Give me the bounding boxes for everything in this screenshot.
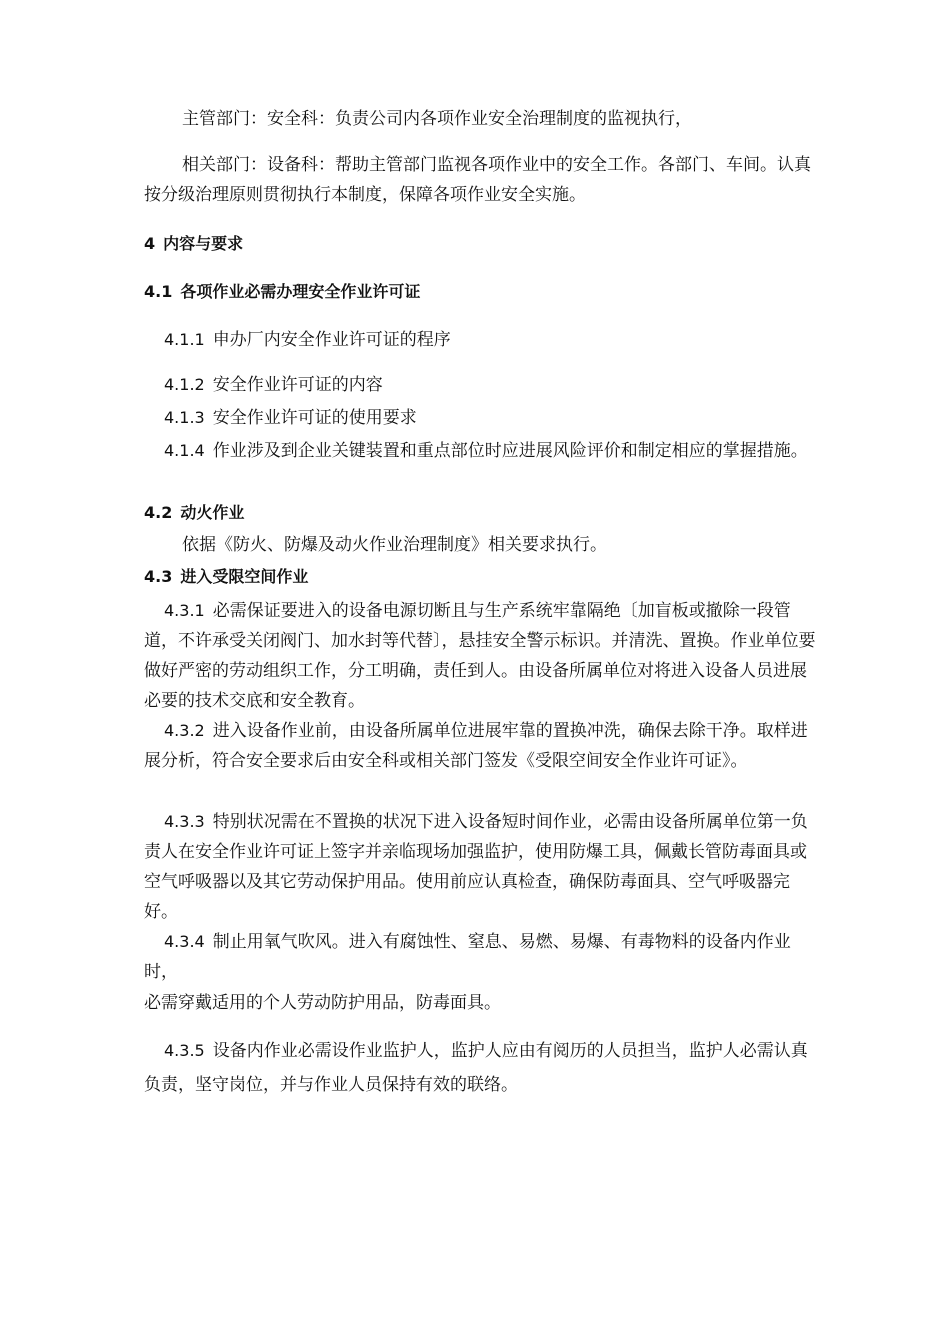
item-text: 设备内作业必需设作业监护人，监护人应由有阅历的人员担当，监护人必需认真负责，坚守岗位，并与作业人员保持有效的联络。 (144, 1041, 808, 1095)
heading-title: 动火作业 (180, 503, 245, 522)
item-text: 安全作业许可证的使用要求 (212, 408, 417, 428)
item-4-3-2 (144, 716, 816, 776)
item-4-1-3 (144, 403, 816, 433)
item-text: 必需保证要进入的设备电源切断且与生产系统牢靠隔绝〔加盲板或撤除一段管道，不许承受关闭阀门、加水封等代替〕，悬挂安全警示标识。并清洗、置换。作业单位要做好严密的劳动组织工作，分工明确，责任到人。由设备所属单位对将进入设备人员进展必要的技术交底和安全教育。 (144, 601, 816, 711)
item-text: 作业涉及到企业关键装置和重点部位时应进展风险评价和制定相应的掌握措施。 (212, 441, 808, 461)
heading-section-4-2 (144, 498, 816, 528)
heading-section-4-3 (144, 562, 816, 592)
heading-number: 4.2 (144, 503, 173, 522)
heading-title: 内容与要求 (163, 234, 244, 253)
item-number: 4.3.4 (164, 932, 205, 951)
item-text: 申办厂内安全作业许可证的程序 (212, 330, 451, 350)
item-4-3-4-continued: 必需穿戴适用的个人劳动防护用品，防毒面具。 (144, 993, 501, 1013)
item-number: 4.3.1 (164, 601, 205, 620)
item-text: 进入设备作业前，由设备所属单位进展牢靠的置换冲洗，确保去除干净。取样进展分析，符合安全要求后由安全科或相关部门签发《受限空间安全作业许可证》。 (144, 721, 808, 771)
item-number: 4.1.4 (164, 441, 205, 460)
item-text: 特别状况需在不置换的状况下进入设备短时间作业，必需由设备所属单位第一负责人在安全作业许可证上签字并亲临现场加强监护，使用防爆工具，佩戴长管防毒面具或空气呼吸器以及其它劳动保护用品。使用前应认真检查，确保防毒面具、空气呼吸器完好。 (144, 812, 808, 922)
paragraph-hot-work: 依据《防火、防爆及动火作业治理制度》相关要求执行。 (182, 535, 607, 555)
item-number: 4.3.3 (164, 812, 205, 831)
item-text: 安全作业许可证的内容 (212, 375, 383, 395)
item-number: 4.1.3 (164, 408, 205, 427)
paragraph-responsible-dept: 主管部门：安全科：负责公司内各项作业安全治理制度的监视执行， (182, 109, 692, 129)
heading-title: 各项作业必需办理安全作业许可证 (180, 282, 421, 301)
item-text: 制止用氧气吹风。进入有腐蚀性、窒息、易燃、易爆、有毒物料的设备内作业时， (144, 932, 791, 982)
paragraph-related-dept: 相关部门：设备科：帮助主管部门监视各项作业中的安全工作。各部门、车间。认真按分级治理原则贯彻执行本制度，保障各项作业安全实施。 (144, 155, 811, 205)
item-4-1-1 (144, 325, 816, 355)
item-number: 4.1.1 (164, 330, 205, 349)
item-4-1-4 (144, 436, 816, 466)
item-4-3-5 (144, 1034, 816, 1102)
item-number: 4.3.5 (164, 1041, 205, 1060)
item-number: 4.3.2 (164, 721, 205, 740)
item-number: 4.1.2 (164, 375, 205, 394)
heading-number: 4 (144, 234, 156, 253)
item-4-3-3 (144, 807, 816, 927)
heading-section-4-1 (144, 277, 816, 307)
heading-title: 进入受限空间作业 (180, 567, 309, 586)
item-4-3-4 (144, 927, 816, 987)
item-4-3-1 (144, 596, 816, 716)
item-4-1-2 (144, 370, 816, 400)
heading-number: 4.3 (144, 567, 173, 586)
heading-number: 4.1 (144, 282, 173, 301)
heading-section-4 (144, 229, 816, 259)
